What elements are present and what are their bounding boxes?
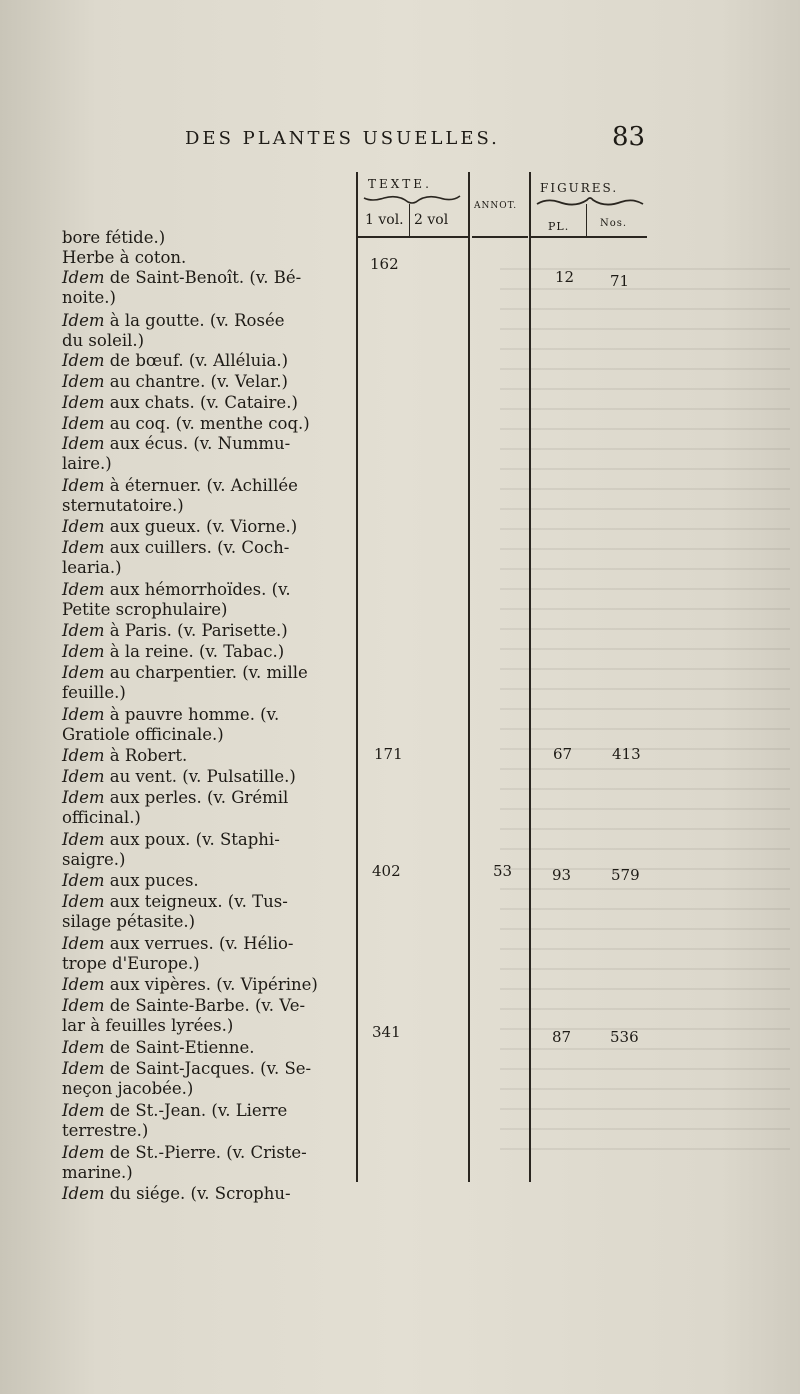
reference-number: 67 bbox=[553, 745, 573, 763]
header-rule-texte bbox=[358, 236, 468, 238]
index-entry: Idem aux teigneux. (v. Tus- bbox=[62, 892, 288, 911]
brace-figures bbox=[535, 194, 645, 210]
column-header-texte: TEXTE. bbox=[368, 177, 432, 191]
column-header-pl: PL. bbox=[548, 220, 570, 233]
reference-number: 341 bbox=[372, 1023, 401, 1041]
reference-number: 536 bbox=[610, 1028, 639, 1046]
index-entry: Gratiole officinale.) bbox=[62, 725, 224, 744]
index-entry: terrestre.) bbox=[62, 1121, 149, 1140]
index-entry: Idem à Robert. bbox=[62, 746, 188, 765]
reference-number: 71 bbox=[610, 272, 630, 290]
running-header: DES PLANTES USUELLES. bbox=[185, 128, 500, 149]
index-entry: Idem aux perles. (v. Grémil bbox=[62, 788, 289, 807]
index-entry: Idem aux puces. bbox=[62, 871, 199, 890]
index-entry: Idem de Saint-Benoît. (v. Bé- bbox=[62, 268, 302, 287]
column-header-vol1: 1 vol. bbox=[365, 212, 404, 228]
index-entry: Idem à Paris. (v. Parisette.) bbox=[62, 621, 288, 640]
index-entry: Idem de bœuf. (v. Alléluia.) bbox=[62, 351, 289, 370]
index-entry: Idem de Saint-Etienne. bbox=[62, 1038, 255, 1057]
reference-number: 93 bbox=[552, 866, 572, 884]
index-entry: lar à feuilles lyrées.) bbox=[62, 1016, 234, 1035]
index-entry: Petite scrophulaire) bbox=[62, 600, 228, 619]
index-entry: Herbe à coton. bbox=[62, 248, 187, 267]
index-entry: Idem de Saint-Jacques. (v. Se- bbox=[62, 1059, 312, 1078]
reference-number: 171 bbox=[374, 745, 403, 763]
index-entry: Idem de Sainte-Barbe. (v. Ve- bbox=[62, 996, 306, 1015]
page-number: 83 bbox=[612, 122, 646, 152]
index-entry: Idem de St.-Pierre. (v. Criste- bbox=[62, 1143, 307, 1162]
index-entry: sternutatoire.) bbox=[62, 496, 184, 515]
index-entry: Idem aux poux. (v. Staphi- bbox=[62, 830, 280, 849]
reference-number: 12 bbox=[555, 268, 575, 286]
index-entry: Idem à éternuer. (v. Achillée bbox=[62, 476, 298, 495]
column-header-annot: ANNOT. bbox=[474, 201, 518, 211]
index-entry: Idem aux écus. (v. Nummu- bbox=[62, 434, 291, 453]
index-entry: noite.) bbox=[62, 288, 116, 307]
reference-number: 87 bbox=[552, 1028, 572, 1046]
index-entry: Idem au coq. (v. menthe coq.) bbox=[62, 414, 310, 433]
bleed-through-texture bbox=[500, 250, 790, 1150]
index-entry: silage pétasite.) bbox=[62, 912, 196, 931]
index-entry: Idem au vent. (v. Pulsatille.) bbox=[62, 767, 296, 786]
index-entry: Idem à la goutte. (v. Rosée bbox=[62, 311, 285, 330]
index-entry: bore fétide.) bbox=[62, 228, 166, 247]
index-entry: Idem aux verrues. (v. Hélio- bbox=[62, 934, 294, 953]
header-rule-annot bbox=[472, 236, 528, 238]
index-entry: saigre.) bbox=[62, 850, 126, 869]
index-entry: Idem aux chats. (v. Cataire.) bbox=[62, 393, 298, 412]
reference-number: 579 bbox=[611, 866, 640, 884]
index-entry: officinal.) bbox=[62, 808, 141, 827]
index-entry: Idem aux hémorrhoïdes. (v. bbox=[62, 580, 291, 599]
column-rule-texte-divider bbox=[409, 204, 410, 238]
reference-number: 162 bbox=[370, 255, 399, 273]
column-header-figures: FIGURES. bbox=[540, 181, 619, 195]
index-entry: feuille.) bbox=[62, 683, 126, 702]
index-entry: Idem au chantre. (v. Velar.) bbox=[62, 372, 288, 391]
index-entry: du soleil.) bbox=[62, 331, 145, 350]
index-entry: trope d'Europe.) bbox=[62, 954, 200, 973]
reference-number: 402 bbox=[372, 862, 401, 880]
index-entry: Idem à la reine. (v. Tabac.) bbox=[62, 642, 285, 661]
header-rule-figures bbox=[531, 236, 647, 238]
reference-number: 413 bbox=[612, 745, 641, 763]
column-rule-texte-annot bbox=[468, 172, 470, 1182]
column-rule-left bbox=[356, 172, 358, 1182]
index-entry: Idem à pauvre homme. (v. bbox=[62, 705, 280, 724]
reference-number: 53 bbox=[493, 862, 513, 880]
column-header-nos: Nos. bbox=[600, 218, 628, 229]
index-entry: Idem aux cuillers. (v. Coch- bbox=[62, 538, 290, 557]
brace-texte bbox=[362, 192, 462, 206]
index-entry: Idem du siége. (v. Scrophu- bbox=[62, 1184, 291, 1203]
index-entry: learia.) bbox=[62, 558, 122, 577]
index-entry: Idem de St.-Jean. (v. Lierre bbox=[62, 1101, 288, 1120]
column-header-vol2: 2 vol bbox=[414, 212, 449, 228]
index-entry: marine.) bbox=[62, 1163, 133, 1182]
index-entry: Idem au charpentier. (v. mille bbox=[62, 663, 308, 682]
index-entry: Idem aux gueux. (v. Viorne.) bbox=[62, 517, 298, 536]
index-entry: Idem aux vipères. (v. Vipérine) bbox=[62, 975, 318, 994]
index-entry: neçon jacobée.) bbox=[62, 1079, 194, 1098]
index-entry: laire.) bbox=[62, 454, 112, 473]
